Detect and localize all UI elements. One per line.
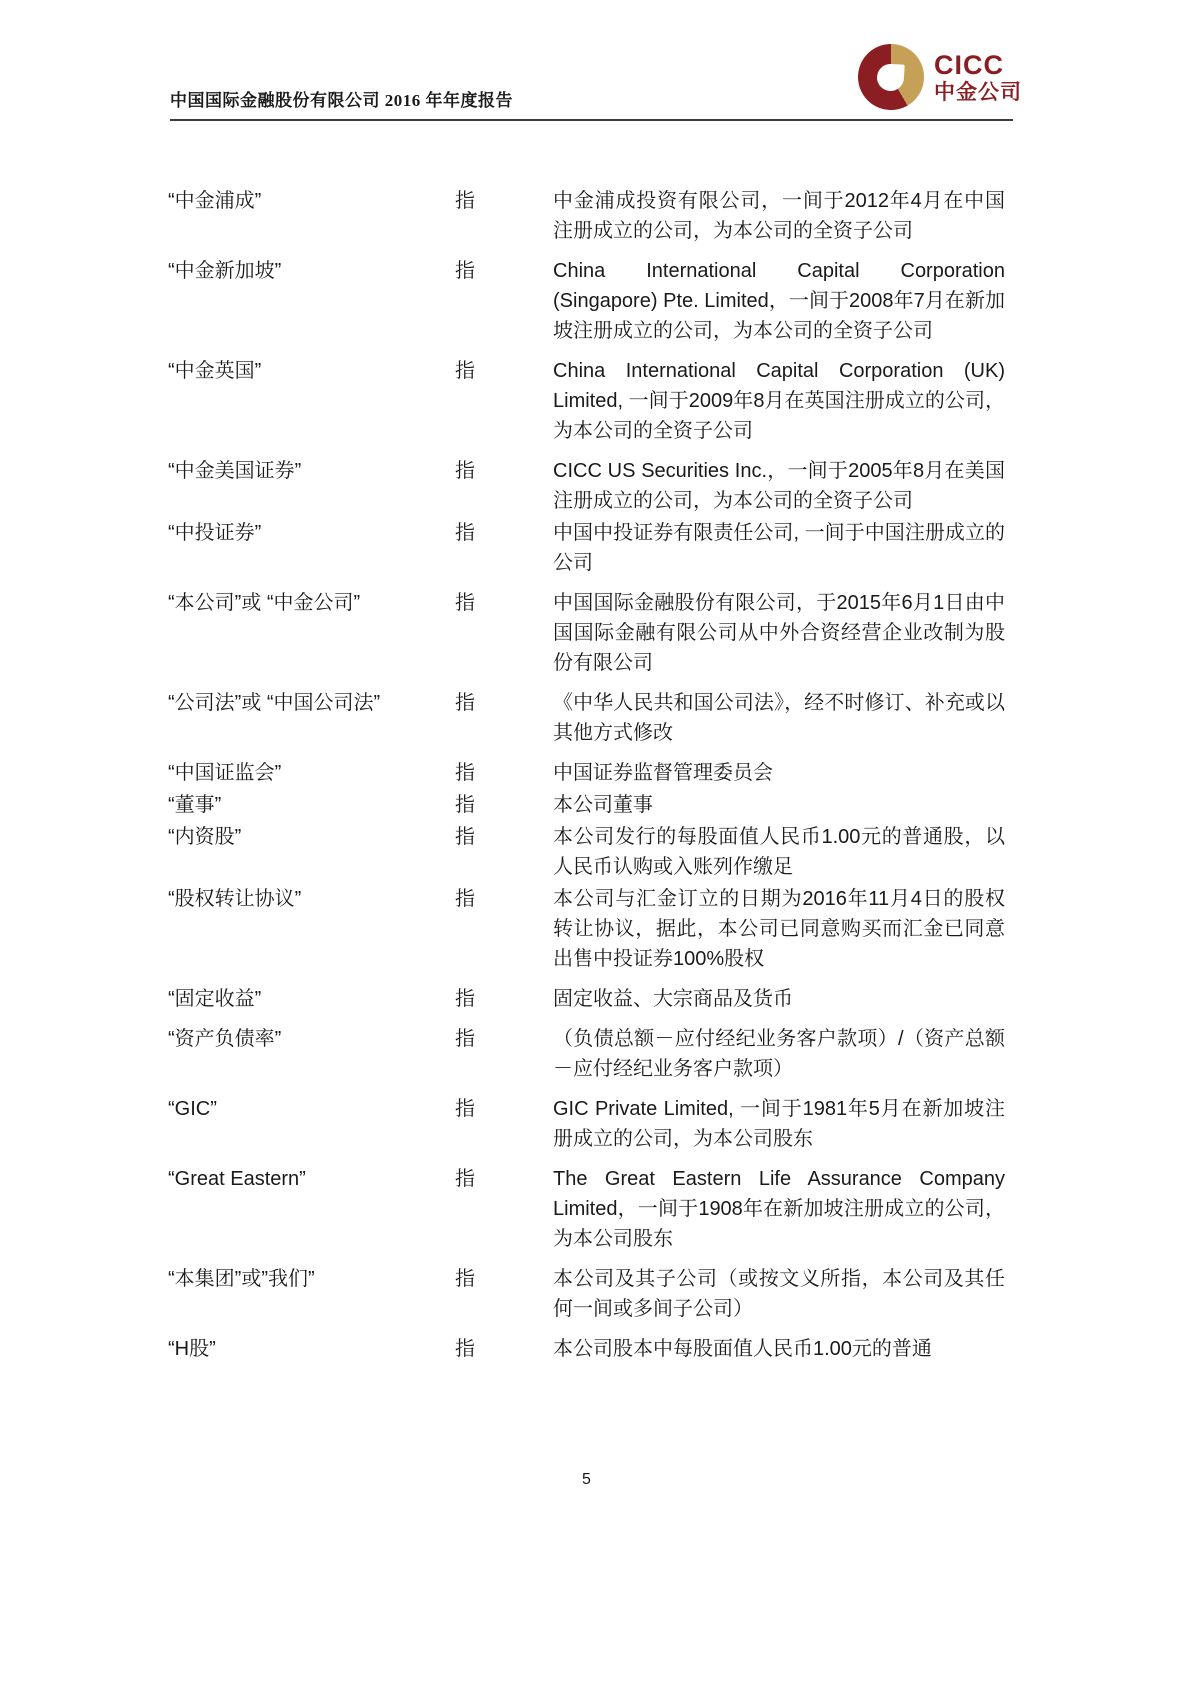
definition-term: “中金新加坡” <box>168 260 282 282</box>
definition-connector: 指 <box>455 888 475 910</box>
definition-connector: 指 <box>455 988 475 1010</box>
definition-row <box>168 688 1005 748</box>
definition-text: China International Capital Corporation (Singapore) Pte. Limited，一间于2008年7月在新加坡注册成立的公司，为本公司的全资子公司 <box>553 260 1005 342</box>
definition-row <box>168 1094 1005 1154</box>
definition-term: “内资股” <box>168 826 242 848</box>
definition-term: “中金美国证券” <box>168 460 302 482</box>
definition-connector: 指 <box>455 1028 475 1050</box>
definition-row <box>168 186 1005 246</box>
definition-connector: 指 <box>455 190 475 212</box>
definition-row <box>168 1164 1005 1254</box>
logo-text-cn: 中金公司 <box>934 80 1022 104</box>
definition-connector: 指 <box>455 1098 475 1120</box>
definition-term: “中投证券” <box>168 522 262 544</box>
definition-text: 《中华人民共和国公司法》，经不时修订、补充或以其他方式修改 <box>553 692 1005 744</box>
definition-text: 本公司与汇金订立的日期为2016年11月4日的股权转让协议，据此，本公司已同意购买而汇金已同意出售中投证券100%股权 <box>553 888 1005 970</box>
definition-text: 中国国际金融股份有限公司，于2015年6月1日由中国国际金融有限公司从中外合资经营企业改制为股份有限公司 <box>553 592 1005 674</box>
definition-term: “资产负债率” <box>168 1028 282 1050</box>
definition-connector: 指 <box>455 1168 475 1190</box>
definition-row <box>168 588 1005 678</box>
cicc-logo-hole <box>876 63 904 91</box>
cicc-logo-icon <box>858 44 924 110</box>
definition-term: “固定收益” <box>168 988 262 1010</box>
definition-connector: 指 <box>455 522 475 544</box>
definition-term: “董事” <box>168 794 222 816</box>
definition-connector: 指 <box>455 762 475 784</box>
definition-text: 本公司股本中每股面值人民币1.00元的普通 <box>553 1338 932 1360</box>
definition-connector: 指 <box>455 1268 475 1290</box>
definition-connector: 指 <box>455 826 475 848</box>
definition-connector: 指 <box>455 360 475 382</box>
definition-row <box>168 356 1005 446</box>
report-title: 中国国际金融股份有限公司 2016 年年度报告 <box>170 91 513 110</box>
page-header <box>0 0 1190 121</box>
definition-term: “本集团”或”我们” <box>168 1268 315 1290</box>
definition-row <box>168 822 1005 882</box>
definition-connector: 指 <box>455 592 475 614</box>
definition-row <box>168 758 1005 788</box>
definition-text: 本公司及其子公司（或按文义所指，本公司及其任何一间或多间子公司） <box>553 1268 1005 1320</box>
definition-text: CICC US Securities Inc.，一间于2005年8月在美国注册成立的公司，为本公司的全资子公司 <box>553 460 1005 512</box>
definition-text: 中金浦成投资有限公司，一间于2012年4月在中国注册成立的公司，为本公司的全资子公司 <box>553 190 1005 242</box>
definition-row <box>168 1024 1005 1084</box>
definition-text: （负债总额－应付经纪业务客户款项）/（资产总额－应付经纪业务客户款项） <box>553 1028 1005 1080</box>
cicc-logo-text <box>934 49 1022 104</box>
definition-row <box>168 984 1005 1014</box>
definition-row <box>168 518 1005 578</box>
definition-connector: 指 <box>455 1338 475 1360</box>
definition-term: “H股” <box>168 1338 216 1360</box>
definition-connector: 指 <box>455 794 475 816</box>
logo-text-en: CICC <box>934 49 1004 80</box>
definition-term: “中金英国” <box>168 360 262 382</box>
definition-term: “Great Eastern” <box>168 1168 306 1190</box>
definitions-list <box>0 121 1190 1364</box>
definition-text: The Great Eastern Life Assurance Company Limited，一间于1908年在新加坡注册成立的公司，为本公司股东 <box>553 1168 1005 1250</box>
definition-row <box>168 884 1005 974</box>
definition-term: “中金浦成” <box>168 190 262 212</box>
header-divider <box>170 119 1013 121</box>
definition-text: 本公司董事 <box>553 794 653 816</box>
definition-connector: 指 <box>455 692 475 714</box>
definition-text: China International Capital Corporation (UK) Limited, 一间于2009年8月在英国注册成立的公司，为本公司的全资子公司 <box>553 360 1005 442</box>
definition-text: GIC Private Limited, 一间于1981年5月在新加坡注册成立的公司，为本公司股东 <box>553 1098 1005 1150</box>
definition-term: “中国证监会” <box>168 762 282 784</box>
page-footer <box>168 1471 1005 1489</box>
definition-term: “股权转让协议” <box>168 888 302 910</box>
definition-term: “公司法”或 “中国公司法” <box>168 692 381 714</box>
definition-term: “GIC” <box>168 1098 217 1120</box>
definition-text: 本公司发行的每股面值人民币1.00元的普通股，以人民币认购或入账列作缴足 <box>553 826 1005 878</box>
definition-text: 中国证券监督管理委员会 <box>553 762 773 784</box>
definition-row <box>168 790 1005 820</box>
definition-connector: 指 <box>455 460 475 482</box>
definition-text: 固定收益、大宗商品及货币 <box>553 988 793 1010</box>
definition-term: “本公司”或 “中金公司” <box>168 592 361 614</box>
definition-row <box>168 1264 1005 1324</box>
cicc-logo <box>858 44 1022 110</box>
page-number: 5 <box>582 1471 591 1488</box>
definition-row <box>168 256 1005 346</box>
definition-row <box>168 456 1005 516</box>
definition-text: 中国中投证券有限责任公司, 一间于中国注册成立的公司 <box>553 522 1005 574</box>
definition-row <box>168 1334 1005 1364</box>
definition-connector: 指 <box>455 260 475 282</box>
